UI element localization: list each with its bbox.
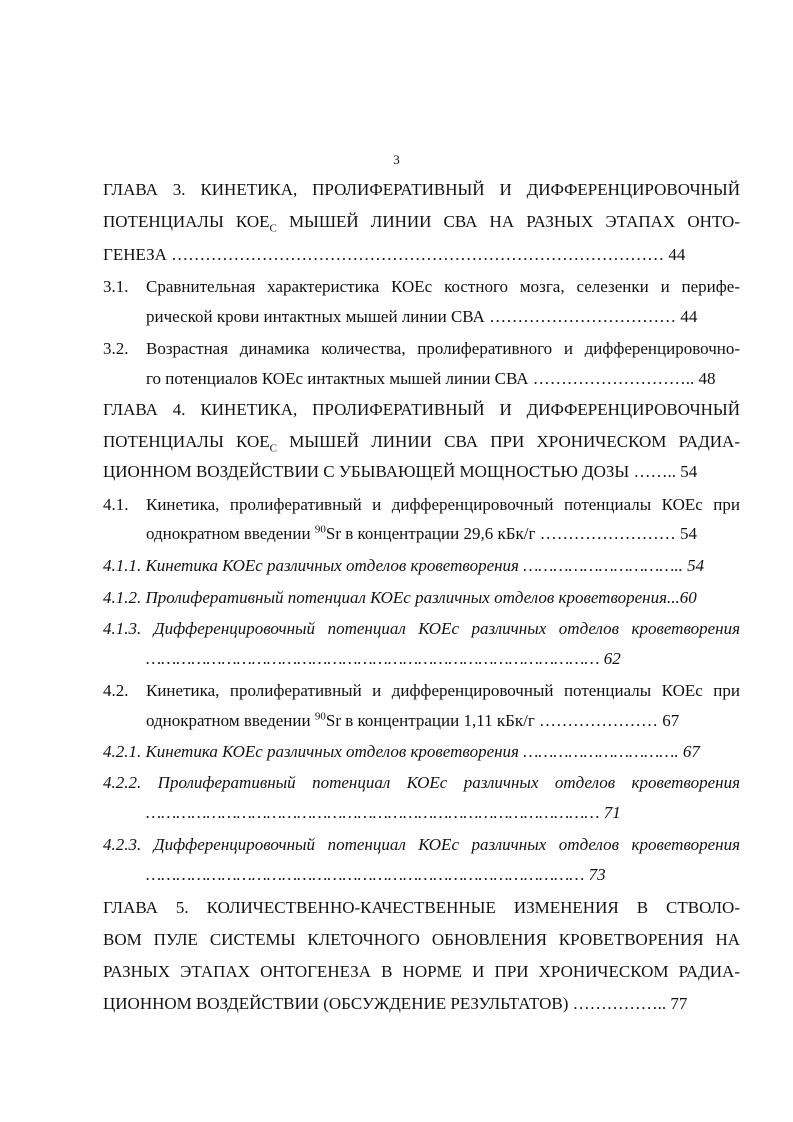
toc-chapter-3-line-1: ГЛАВА 3. КИНЕТИКА, ПРОЛИФЕРАТИВНЫЙ И ДИФФЕРЕНЦИРОВОЧНЫЙ xyxy=(103,180,740,199)
toc-subsection-4-1-1: 4.1.1. Кинетика КОЕс различных отделов кроветворения ………………………….. 54 xyxy=(103,556,705,575)
toc-chapter-5-line-4: ЦИОННОМ ВОЗДЕЙСТВИИ (ОБСУЖДЕНИЕ РЕЗУЛЬТАТОВ) …………….. 77 xyxy=(103,994,688,1013)
toc-section-4-2-line-2: однократном введении $^{90}$Sr в концентрации 1,11 кБк/г ………………… 67 xyxy=(146,710,680,730)
toc-subsection-4-2-3-line-2: …………………………………………………………………………… 73 xyxy=(146,865,606,884)
toc-section-3-2-line-2: го потенциалов КОЕс интактных мышей линии СВА ……………………….. 48 xyxy=(146,369,716,388)
toc-subsection-4-2-2-line-2: ……………………………………………………………………………… 71 xyxy=(146,803,621,822)
toc-chapter-4-line-1: ГЛАВА 4. КИНЕТИКА, ПРОЛИФЕРАТИВНЫЙ И ДИФФЕРЕНЦИРОВОЧНЫЙ xyxy=(103,400,740,419)
toc-chapter-5-line-2: ВОМ ПУЛЕ СИСТЕМЫ КЛЕТОЧНОГО ОБНОВЛЕНИЯ КРОВЕТВОРЕНИЯ НА xyxy=(103,930,740,949)
toc-subsection-4-2-3-line-1: 4.2.3. Дифференцировочный потенциал КОЕс различных отделов кроветворения xyxy=(103,835,740,854)
toc-section-4-2-line-1: Кинетика, пролиферативный и дифференцировочный потенциалы КОЕс при xyxy=(146,681,740,700)
toc-subsection-4-2-2-line-1: 4.2.2. Пролиферативный потенциал КОЕс различных отделов кроветворения xyxy=(103,773,740,792)
toc-chapter-4-line-3: ЦИОННОМ ВОЗДЕЙСТВИИ С УБЫВАЮЩЕЙ МОЩНОСТЬЮ ДОЗЫ …….. 54 xyxy=(103,462,698,481)
toc-subsection-4-1-3-line-1: 4.1.3. Дифференцировочный потенциал КОЕс различных отделов кроветворения xyxy=(103,619,740,638)
toc-chapter-3-line-2: ПОТЕНЦИАЛЫ $КОЕ_С$ МЫШЕЙ ЛИНИИ СВА НА РАЗНЫХ ЭТАПАХ ОНТО- xyxy=(103,212,740,235)
toc-section-3-1-line-1: Сравнительная характеристика КОЕс костного мозга, селезенки и перифе- xyxy=(146,277,740,296)
toc-section-3-2-line-1: Возрастная динамика количества, пролиферативного и дифференцировочно- xyxy=(146,339,740,358)
toc-section-3-2-number: 3.2. xyxy=(103,339,129,358)
toc-chapter-3-line-3: ГЕНЕЗА …………………………………………………………………………… 44 xyxy=(103,245,686,264)
toc-section-4-1-number: 4.1. xyxy=(103,495,129,514)
toc-section-3-1-line-2: рической крови интактных мышей линии СВА …………………………… 44 xyxy=(146,307,698,326)
toc-chapter-5-line-3: РАЗНЫХ ЭТАПАХ ОНТОГЕНЕЗА В НОРМЕ И ПРИ ХРОНИЧЕСКОМ РАДИА- xyxy=(103,962,740,981)
toc-section-4-1-line-1: Кинетика, пролиферативный и дифференцировочный потенциалы КОЕс при xyxy=(146,495,740,514)
toc-subsection-4-2-1: 4.2.1. Кинетика КОЕс различных отделов кроветворения …………………………. 67 xyxy=(103,742,700,761)
toc-subsection-4-1-2: 4.1.2. Пролиферативный потенциал КОЕс различных отделов кроветворения...60 xyxy=(103,588,697,607)
page-number: 3 xyxy=(393,152,400,167)
toc-section-4-2-number: 4.2. xyxy=(103,681,129,700)
toc-section-3-1-number: 3.1. xyxy=(103,277,129,296)
toc-section-4-1-line-2: однократном введении $^{90}$Sr в концентрации 29,6 кБк/г …………………… 54 xyxy=(146,523,697,543)
toc-subsection-4-1-3-line-2: ……………………………………………………………………………… 62 xyxy=(146,649,621,668)
toc-chapter-4-line-2: ПОТЕНЦИАЛЫ $КОЕ_С$ МЫШЕЙ ЛИНИИ СВА ПРИ ХРОНИЧЕСКОМ РАДИА- xyxy=(103,432,740,455)
toc-chapter-5-line-1: ГЛАВА 5. КОЛИЧЕСТВЕННО-КАЧЕСТВЕННЫЕ ИЗМЕНЕНИЯ В СТВОЛО- xyxy=(103,898,740,917)
